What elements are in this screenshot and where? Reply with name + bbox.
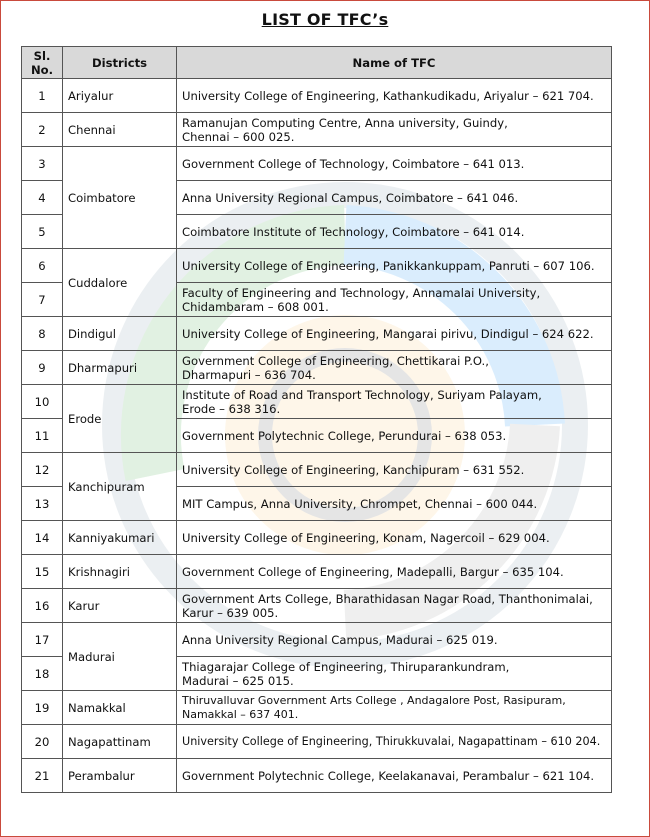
tfc-name-cell: University College of Engineering, Panikkankuppam, Panruti – 607 106. [177,249,612,283]
tfc-name-cell: Faculty of Engineering and Technology, Annamalai University, Chidambaram – 608 001. [177,283,612,317]
tfc-name-cell: Government Polytechnic College, Perundurai – 638 053. [177,419,612,453]
table-row [22,79,612,113]
tfc-name-cell: Anna University Regional Campus, Madurai – 625 019. [177,623,612,657]
row-number: 7 [22,283,63,317]
row-number: 15 [22,555,63,589]
row-number: 11 [22,419,63,453]
row-number: 10 [22,385,63,419]
tfc-name-cell: Anna University Regional Campus, Coimbatore – 641 046. [177,181,612,215]
tfc-name-cell: University College of Engineering, Mangarai pirivu, Dindigul – 624 622. [177,317,612,351]
tfc-name-cell: University College of Engineering, Thirukkuvalai, Nagapattinam – 610 204. [177,725,612,759]
row-number: 5 [22,215,63,249]
table-row [22,521,612,555]
row-number: 21 [22,759,63,793]
district-cell: Cuddalore [63,249,177,317]
tfc-name-cell: University College of Engineering, Konam, Nagercoil – 629 004. [177,521,612,555]
table-row [22,453,612,487]
tfc-name-cell: Thiagarajar College of Engineering, Thiruparankundram, Madurai – 625 015. [177,657,612,691]
tfc-name-cell: Government Polytechnic College, Keelakanavai, Perambalur – 621 104. [177,759,612,793]
row-number: 6 [22,249,63,283]
table-row [22,147,612,181]
table-header-row [22,47,612,79]
tfc-name-cell: Government College of Technology, Coimbatore – 641 013. [177,147,612,181]
district-cell: Krishnagiri [63,555,177,589]
tfc-table [21,46,612,793]
district-cell: Kanniyakumari [63,521,177,555]
table-row [22,113,612,147]
row-number: 8 [22,317,63,351]
district-cell: Namakkal [63,691,177,725]
tfc-name-cell: University College of Engineering, Kanchipuram – 631 552. [177,453,612,487]
district-cell: Nagapattinam [63,725,177,759]
table-row [22,351,612,385]
row-number: 3 [22,147,63,181]
district-cell: Dindigul [63,317,177,351]
tfc-name-cell: University College of Engineering, Kathankudikadu, Ariyalur – 621 704. [177,79,612,113]
district-cell: Erode [63,385,177,453]
table-row [22,759,612,793]
row-number: 4 [22,181,63,215]
table-row [22,317,612,351]
table-row [22,385,612,419]
table-row [22,623,612,657]
header-sl-no: Sl. No. [22,47,63,79]
district-cell: Coimbatore [63,147,177,249]
row-number: 18 [22,657,63,691]
header-districts: Districts [63,47,177,79]
row-number: 9 [22,351,63,385]
tfc-name-cell: Government College of Engineering, Chettikarai P.O., Dharmapuri – 636 704. [177,351,612,385]
tfc-name-cell: Ramanujan Computing Centre, Anna university, Guindy, Chennai – 600 025. [177,113,612,147]
row-number: 17 [22,623,63,657]
tfc-name-cell: Institute of Road and Transport Technology, Suriyam Palayam, Erode – 638 316. [177,385,612,419]
tfc-name-cell: Government College of Engineering, Madepalli, Bargur – 635 104. [177,555,612,589]
row-number: 19 [22,691,63,725]
district-cell: Chennai [63,113,177,147]
row-number: 12 [22,453,63,487]
tfc-name-cell: Thiruvalluvar Government Arts College , Andagalore Post, Rasipuram, Namakkal – 637 401. [177,691,612,725]
district-cell: Madurai [63,623,177,691]
tfc-name-cell: Coimbatore Institute of Technology, Coimbatore – 641 014. [177,215,612,249]
row-number: 20 [22,725,63,759]
tfc-name-cell: MIT Campus, Anna University, Chrompet, Chennai – 600 044. [177,487,612,521]
table-row [22,249,612,283]
table-row [22,589,612,623]
district-cell: Perambalur [63,759,177,793]
district-cell: Dharmapuri [63,351,177,385]
row-number: 1 [22,79,63,113]
district-cell: Kanchipuram [63,453,177,521]
table-row [22,691,612,725]
table-row [22,725,612,759]
row-number: 14 [22,521,63,555]
tfc-name-cell: Government Arts College, Bharathidasan Nagar Road, Thanthonimalai, Karur – 639 005. [177,589,612,623]
row-number: 13 [22,487,63,521]
header-tfc-name: Name of TFC [177,47,612,79]
row-number: 16 [22,589,63,623]
district-cell: Karur [63,589,177,623]
table-row [22,555,612,589]
district-cell: Ariyalur [63,79,177,113]
row-number: 2 [22,113,63,147]
page-title: LIST OF TFC’s [261,10,389,29]
